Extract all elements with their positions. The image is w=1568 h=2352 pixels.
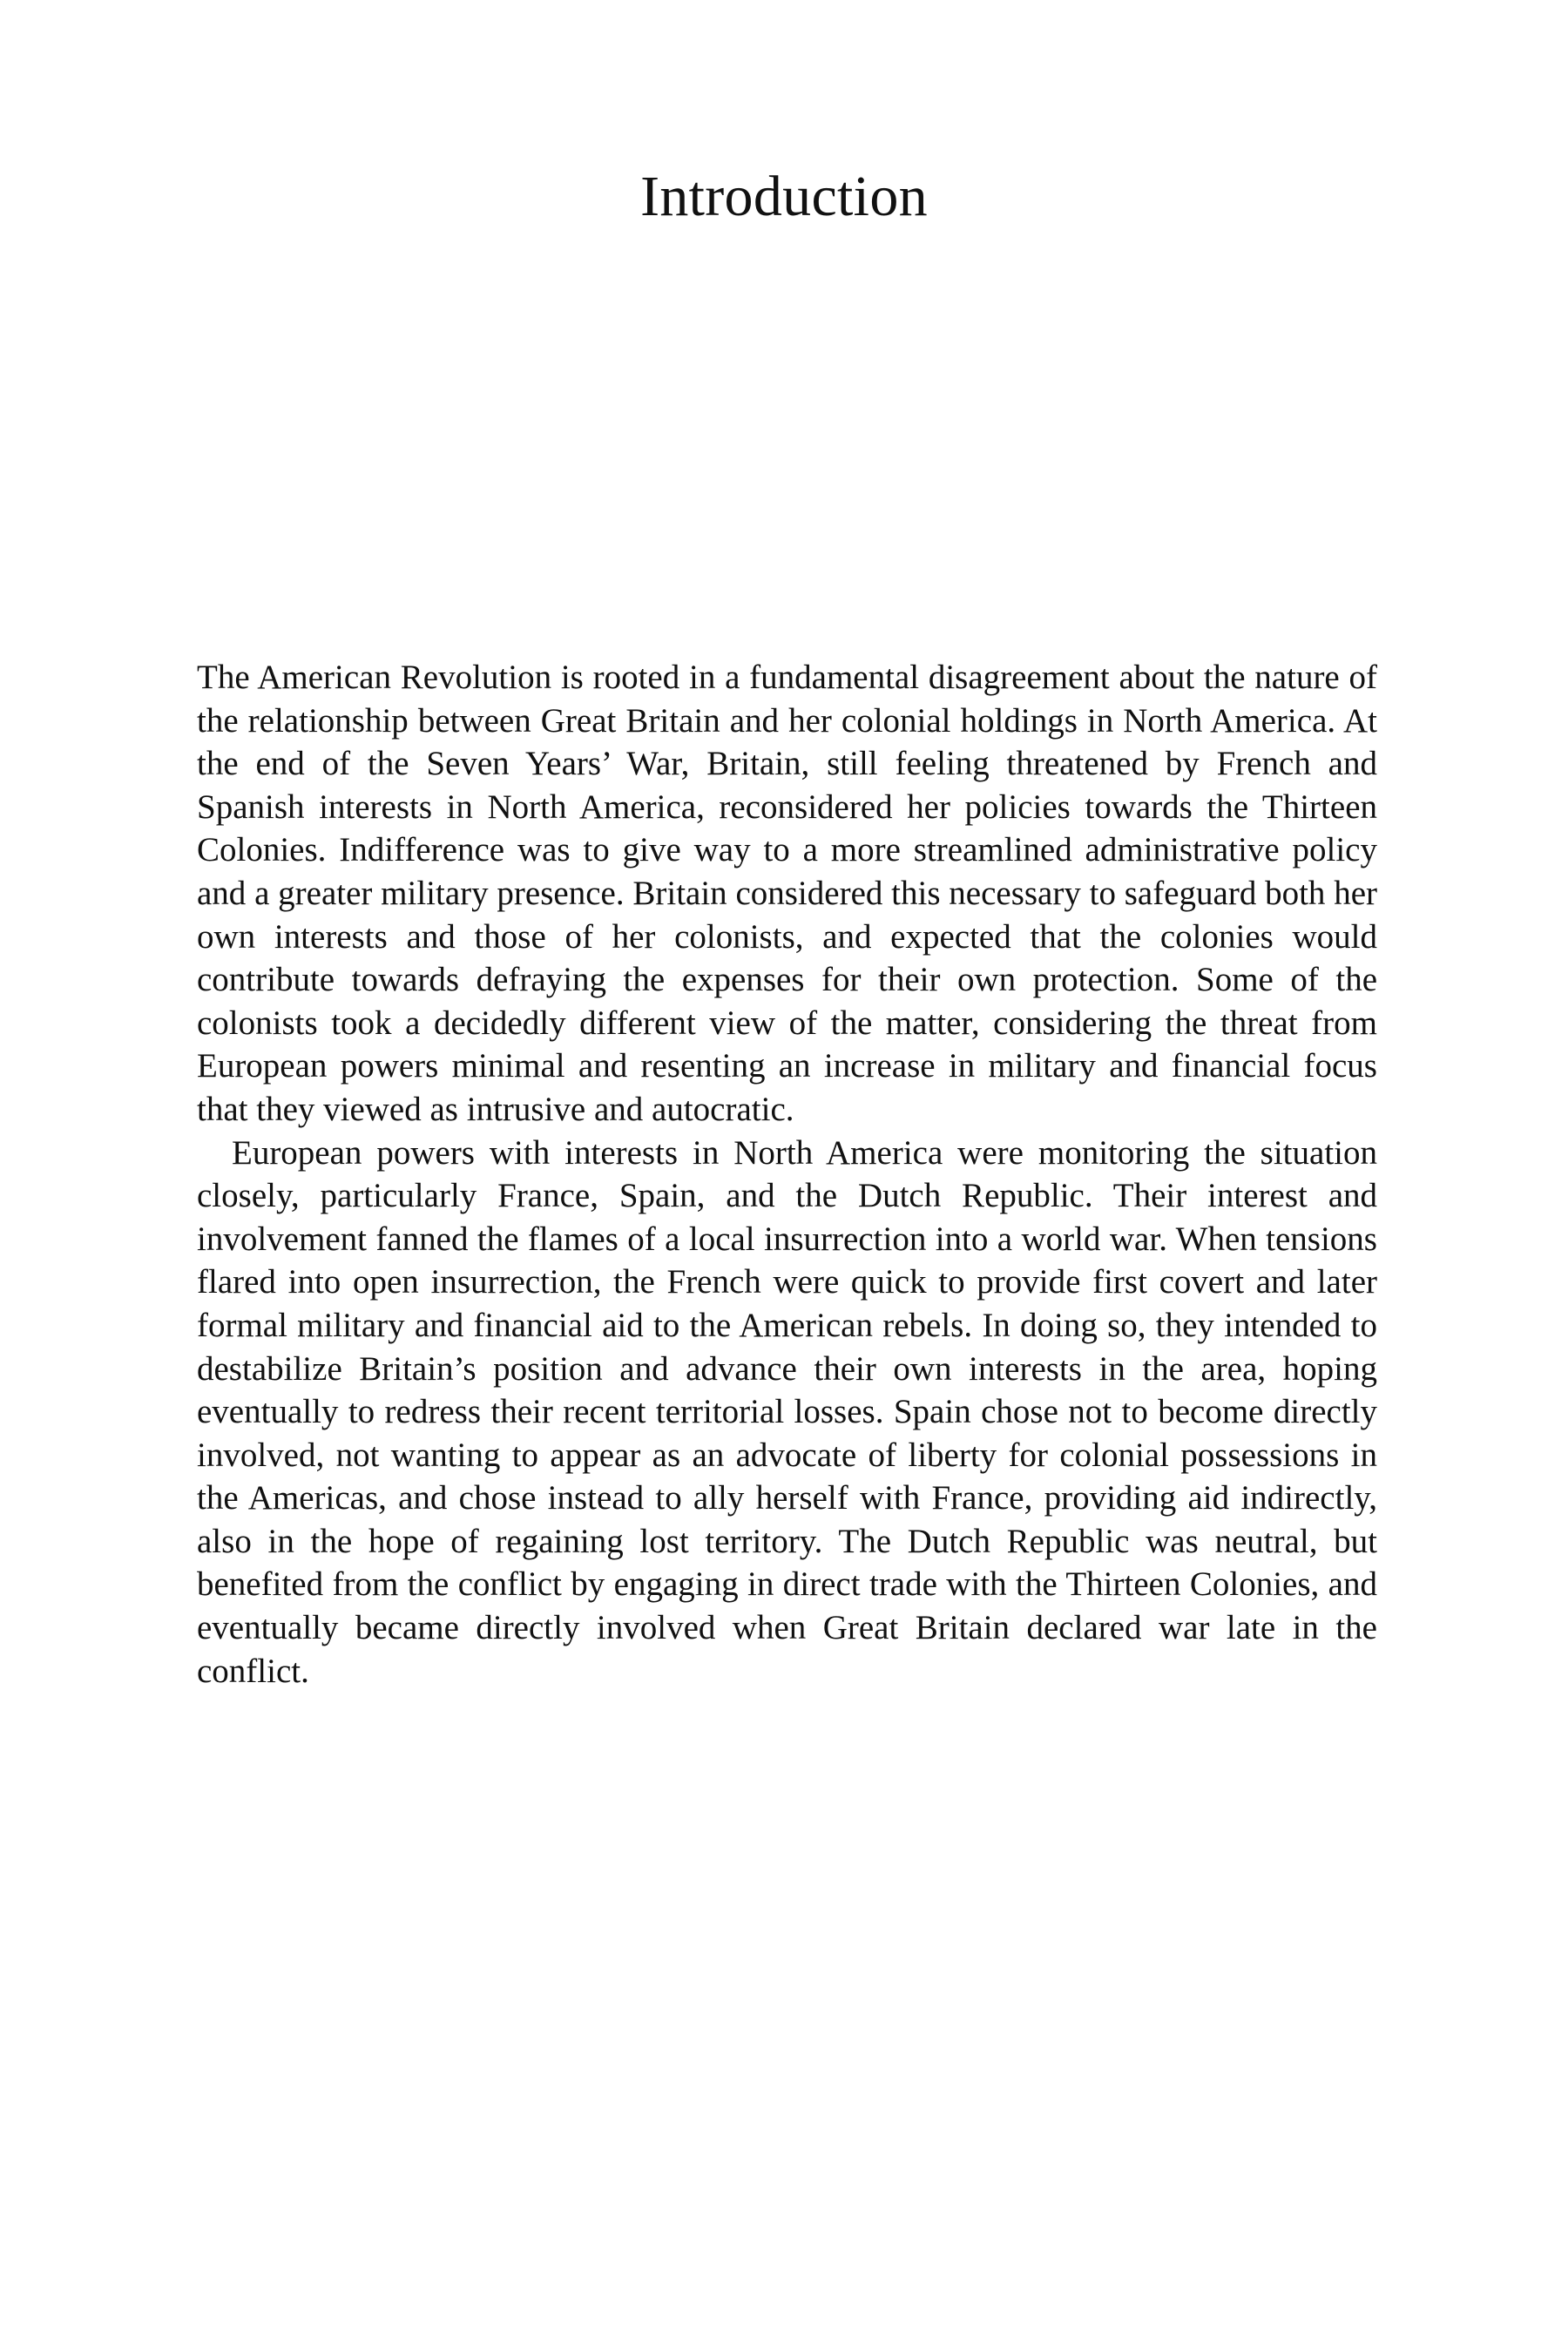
chapter-title: Introduction (640, 165, 928, 228)
paragraph-2: European powers with interests in North America were monitoring the situation closely, particularly France, Spain, and the Dutch Republic. Their interest and involvement fanned the flames of a local insurrection into a world war. When tensions flared into open insurrection, the French were quick to provide first covert and later formal military and financial aid to the American rebels. In doing so, they intended to destabilize Britain’s position and advance their own interests in the area, hoping eventually to redress their recent territorial losses. Spain chose not to become directly involved, not wanting to appear as an advocate of liberty for colonial possessions in the Americas, and chose instead to ally herself with France, providing aid indirectly, also in the hope of regaining lost territory. The Dutch Republic was neutral, but benefited from the conflict by engaging in direct trade with the Thirteen Colonies, and eventually became directly involved when Great Britain declared war late in the conflict. (197, 1133, 1377, 1690)
paragraph-1: The American Revolution is rooted in a fundamental disagreement about the nature of the relationship between Great Britain and her colonial holdings in North America. At the end of the Seven Years’ War, Britain, still feeling threatened by French and Spanish interests in North America, reconsidered her policies towards the Thirteen Colonies. Indifference was to give way to a more streamlined administrative policy and a greater military presence. Britain considered this necessary to safeguard both her own interests and those of her colonists, and expected that the colonies would contribute towards defraying the expenses for their own protection. Some of the colonists took a decidedly different view of the matter, considering the threat from European powers minimal and resenting an increase in military and financial focus that they viewed as intrusive and autocratic. (197, 659, 1377, 1128)
body-text (197, 656, 1377, 1693)
